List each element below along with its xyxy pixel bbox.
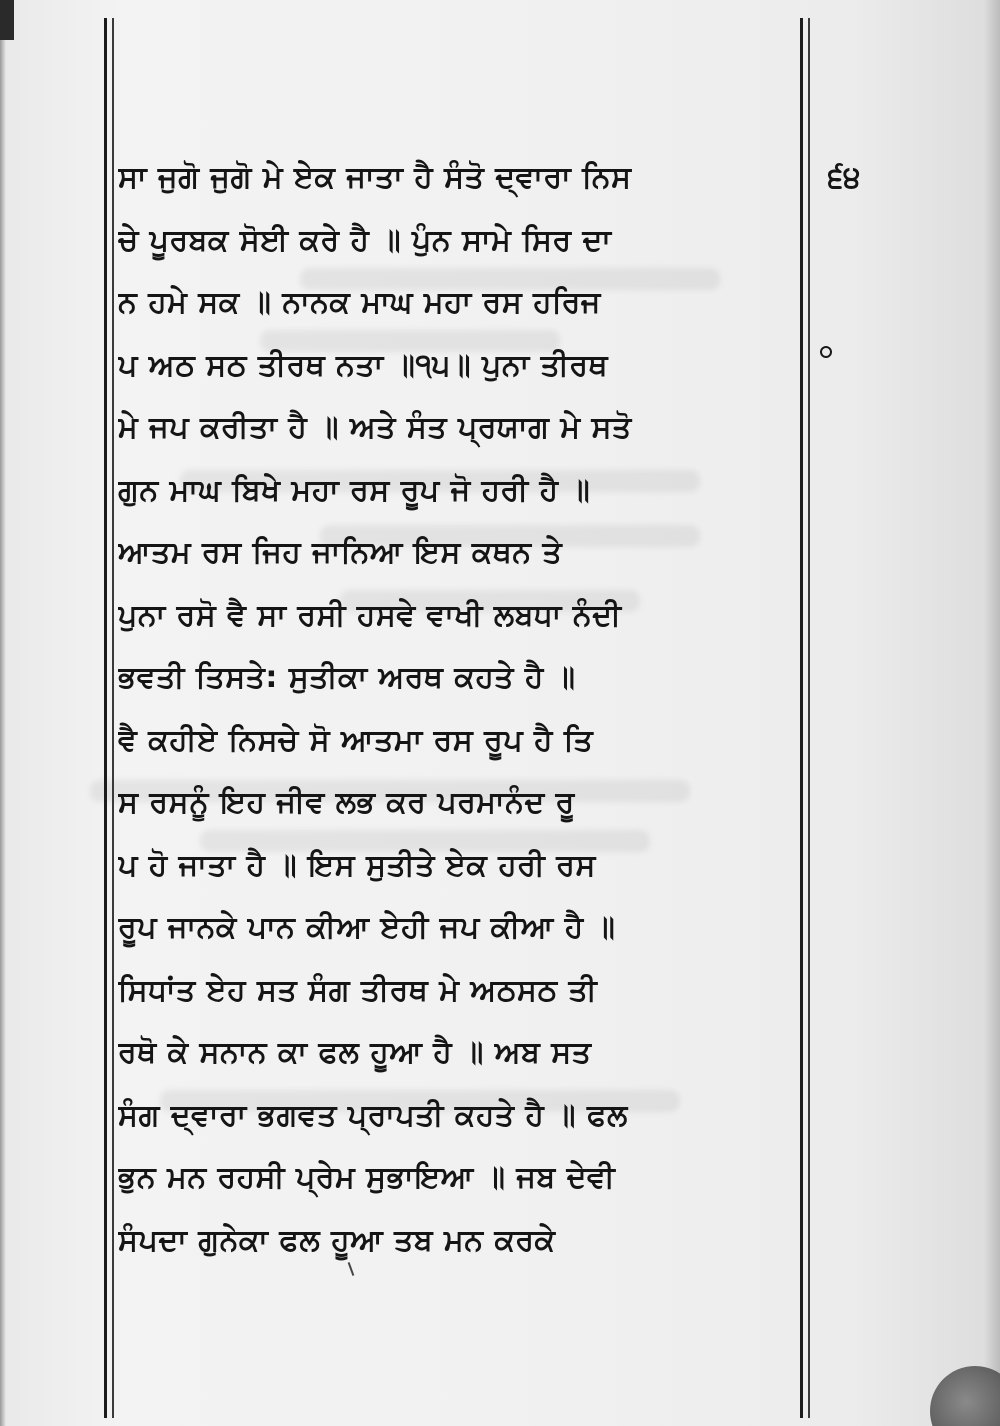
text-line: ਗੁਨ ਮਾਘ ਬਿਖੇ ਮਹਾ ਰਸ ਰੂਪ ਜੋ ਹਰੀ ਹੈ ॥ [118,472,591,508]
margin-rule-right [800,18,803,1418]
margin-dot-mark [820,346,832,358]
text-line: ਮੇ ਜਪ ਕਰੀਤਾ ਹੈ ॥ ਅਤੇ ਸੰਤ ਪ੍ਰਯਾਗ ਮੇ ਸਤੋ [118,410,632,445]
text-line: ਭਵਤੀ ਤਿਸਤੇ: ਸੁਤੀਕਾ ਅਰਥ ਕਹਤੇ ਹੈ ॥ [118,660,576,695]
text-line: ਭੁਨ ਮਨ ਰਹਸੀ ਪ੍ਰੇਮ ਸੁਭਾਇਆ ॥ ਜਬ ਦੇਵੀ [118,1160,616,1195]
folio-number: ੬੪ [828,160,861,195]
manuscript-text-block [118,150,798,1275]
text-line: ਚੇ ਪੂਰਬਕ ਸੋਈ ਕਰੇ ਹੈ ॥ ਪੁੰਨ ਸਾਮੇ ਸਿਰ ਦਾ [118,222,612,258]
text-line: ਪ ਅਠ ਸਠ ਤੀਰਥ ਨਤਾ ॥੧੫॥ ਪੁਨਾ ਤੀਰਥ [118,347,608,383]
corner-shadow [0,0,14,40]
text-line: ਆਤਮ ਰਸ ਜਿਹ ਜਾਨਿਆ ਇਸ ਕਥਨ ਤੇ [118,535,563,570]
page-binding-edge [0,0,6,1426]
text-line: ਸੰਗ ਦ੍ਵਾਰਾ ਭਗਵਤ ਪ੍ਰਾਪਤੀ ਕਹਤੇ ਹੈ ॥ ਫਲ [118,1097,628,1133]
margin-rule-left-inner [112,18,114,1418]
text-line: ਵੈ ਕਹੀਏ ਨਿਸਚੇ ਸੋ ਆਤਮਾ ਰਸ ਰੂਪ ਹੈ ਤਿ [118,722,594,758]
text-line: ਸਿਧਾਂਤ ਏਹ ਸਤ ਸੰਗ ਤੀਰਥ ਮੇ ਅਠਸਠ ਤੀ [118,972,598,1008]
text-line: ਪੁਨਾ ਰਸੋ ਵੈ ਸਾ ਰਸੀ ਹਸਵੇ ਵਾਖੀ ਲਬਧਾ ਨੰਦੀ [118,597,622,633]
text-line: ਰਥੋ ਕੇ ਸਨਾਨ ਕਾ ਫਲ ਹੂਆ ਹੈ ॥ ਅਬ ਸਤ [118,1035,592,1070]
margin-rule-left [104,18,107,1418]
margin-rule-right-inner [808,18,810,1418]
thumb-shadow [930,1366,1000,1426]
text-line: ਸਾ ਜੁਗੋ ਜੁਗੋ ਮੇ ਏਕ ਜਾਤਾ ਹੈ ਸੰਤੋ ਦ੍ਵਾਰਾ ਨਿਸ [118,160,632,195]
text-line: ਸੰਪਦਾ ਗੁਨੇਕਾ ਫਲ ਹੂਆ ਤਬ ਮਨ ਕਰਕੇ [118,1222,556,1258]
text-line: ਨ ਹਮੇ ਸਕ ॥ ਨਾਨਕ ਮਾਘ ਮਹਾ ਰਸ ਹਰਿਜ [118,285,601,320]
page-right-edge [984,0,1000,1426]
text-line: ਰੂਪ ਜਾਨਕੇ ਪਾਨ ਕੀਆ ਏਹੀ ਜਪ ਕੀਆ ਹੈ ॥ [118,910,616,945]
text-line: ਸ ਰਸਨੂੰ ਇਹ ਜੀਵ ਲਭ ਕਰ ਪਰਮਾਨੰਦ ਰੂ [118,785,575,820]
text-line: ਪ ਹੋ ਜਾਤਾ ਹੈ ॥ ਇਸ ਸੁਤੀਤੇ ਏਕ ਹਰੀ ਰਸ [118,847,596,883]
